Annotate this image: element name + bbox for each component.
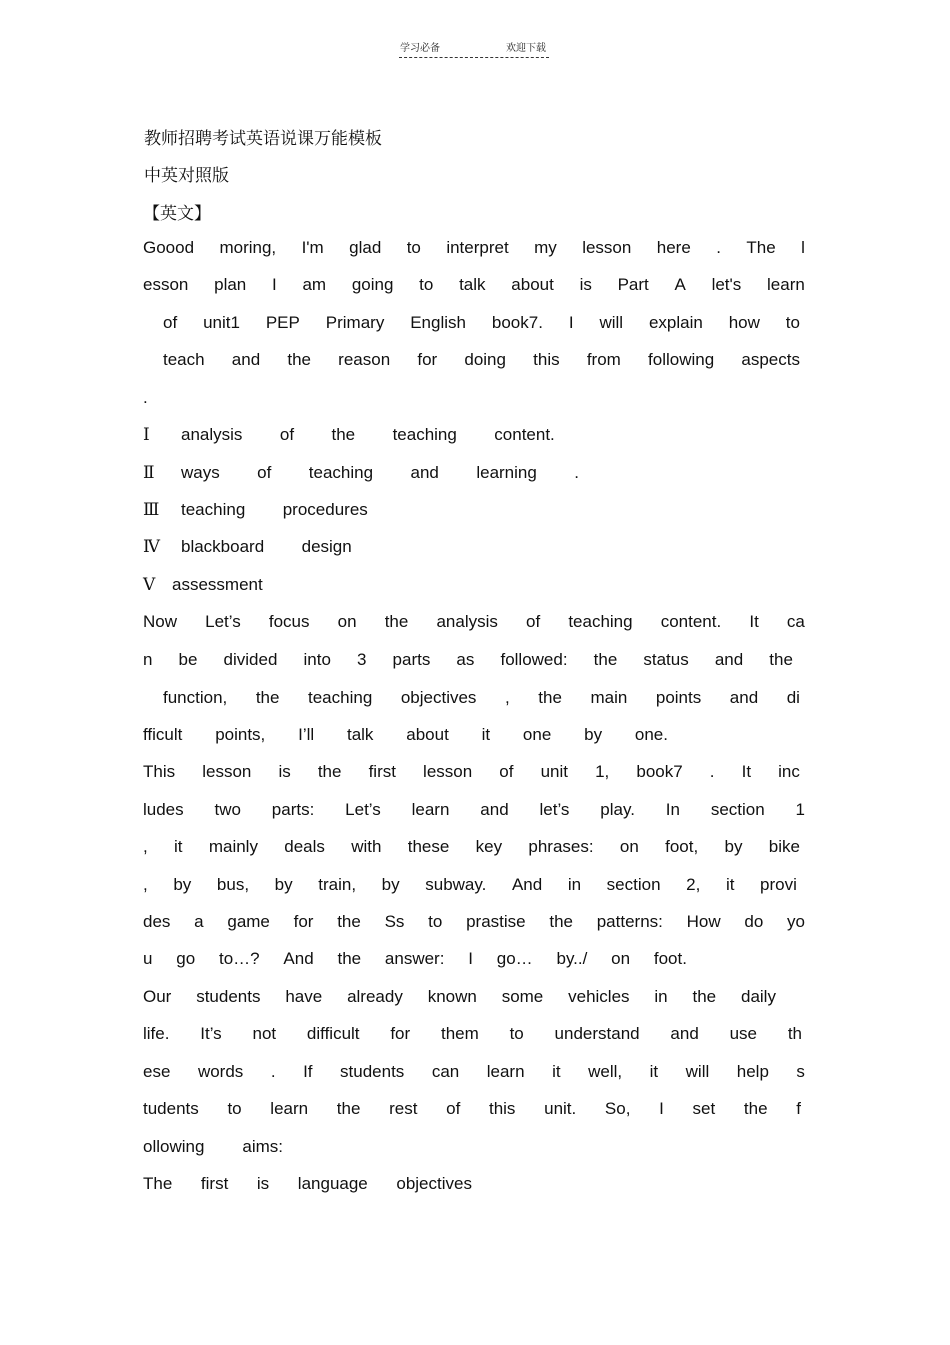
word: will: [599, 313, 624, 332]
word: So,: [604, 1099, 631, 1118]
word: subway.: [425, 875, 487, 894]
word: one: [522, 725, 552, 744]
outline-number: Ⅲ: [143, 500, 160, 520]
text-line: .: [143, 388, 148, 407]
text-line: [143, 912, 805, 932]
outline-item: [143, 575, 805, 595]
header-right-text: 欢迎下载: [506, 43, 546, 54]
document-title: 教师招聘考试英语说课万能模板: [144, 129, 382, 149]
word: the: [538, 688, 562, 707]
word: esson: [143, 275, 189, 294]
word: have: [285, 987, 323, 1006]
word: teach: [163, 350, 205, 369]
text-line: [143, 949, 687, 969]
word: lesson: [582, 238, 632, 257]
word: use: [729, 1024, 758, 1043]
text-line: [143, 612, 805, 632]
word: the: [593, 650, 618, 669]
word: by: [724, 837, 743, 856]
word: learn: [270, 1099, 309, 1118]
word: on: [337, 612, 357, 631]
word: talk: [346, 725, 374, 744]
word: bike: [768, 837, 800, 856]
word: tudents: [143, 1099, 199, 1118]
header-left-text: 学习必备: [400, 43, 440, 54]
word: unit1: [203, 313, 240, 332]
word: difficult: [306, 1024, 360, 1043]
text-line: [143, 1137, 283, 1157]
word: by../: [556, 949, 588, 968]
word: lesson: [423, 762, 473, 781]
word: do: [744, 912, 764, 931]
text-line: [163, 688, 800, 708]
word: of: [163, 313, 178, 332]
word: Our: [143, 987, 172, 1006]
text-line: [143, 650, 793, 670]
word: the: [743, 1099, 768, 1118]
outline-text: analysis of the teaching content.: [181, 425, 555, 444]
word: Part: [617, 275, 649, 294]
word: yo: [787, 912, 805, 931]
word: followed:: [500, 650, 568, 669]
word: game: [227, 912, 270, 931]
word: on: [619, 837, 639, 856]
word: the: [549, 912, 573, 931]
word: about: [406, 725, 449, 744]
word: is: [256, 1174, 270, 1193]
word: divided: [223, 650, 278, 669]
word: words: [197, 1062, 244, 1081]
word: Let’s: [345, 800, 381, 819]
word: points,: [215, 725, 266, 744]
word: the: [336, 1099, 361, 1118]
word: function,: [163, 688, 228, 707]
word: to: [785, 313, 800, 332]
word: the: [337, 912, 361, 931]
word: for: [417, 350, 438, 369]
word: ,: [504, 688, 510, 707]
word: language: [297, 1174, 368, 1193]
word: 2,: [686, 875, 701, 894]
word: and: [231, 350, 261, 369]
word: by: [584, 725, 603, 744]
word: phrases:: [528, 837, 594, 856]
word: Goood: [143, 238, 195, 257]
word: the: [337, 949, 362, 968]
word: .: [270, 1062, 276, 1081]
word: u: [143, 949, 153, 968]
word: rest: [389, 1099, 418, 1118]
word: it: [174, 837, 183, 856]
word: l: [801, 238, 805, 257]
outline-text: teaching procedures: [181, 500, 368, 519]
word: The: [746, 238, 776, 257]
outline-item: [143, 463, 805, 483]
word: daily: [741, 987, 776, 1006]
word: students: [196, 987, 261, 1006]
word: will: [685, 1062, 710, 1081]
word: .: [709, 762, 715, 781]
word: .: [716, 238, 721, 257]
word: of: [499, 762, 514, 781]
word: two: [214, 800, 241, 819]
word: fficult: [143, 725, 183, 744]
word: it: [481, 725, 491, 744]
word: is: [278, 762, 291, 781]
word: these: [407, 837, 450, 856]
word: can: [431, 1062, 460, 1081]
outline-number: Ⅳ: [143, 537, 160, 557]
word: be: [178, 650, 198, 669]
text-line: [143, 1174, 472, 1194]
word: learn: [767, 275, 805, 294]
word: of: [446, 1099, 461, 1118]
word: the: [692, 987, 717, 1006]
word: provi: [760, 875, 797, 894]
text-line: [143, 1024, 802, 1044]
word: talk: [459, 275, 486, 294]
word: 3: [357, 650, 367, 669]
word: it: [725, 875, 735, 894]
word: reason: [338, 350, 391, 369]
word: I: [468, 949, 473, 968]
text-line: [143, 762, 800, 782]
text-line: [143, 275, 805, 295]
word: section: [606, 875, 661, 894]
word: teaching: [568, 612, 633, 631]
outline-item: [143, 500, 805, 520]
word: I: [659, 1099, 664, 1118]
word: the: [287, 350, 311, 369]
word: th: [787, 1024, 802, 1043]
word: help: [736, 1062, 769, 1081]
word: prastise: [466, 912, 526, 931]
word: inc: [778, 762, 800, 781]
word: book7: [636, 762, 683, 781]
word: and: [480, 800, 509, 819]
word: n: [143, 650, 153, 669]
word: di: [786, 688, 800, 707]
word: lesson: [202, 762, 252, 781]
word: ese: [143, 1062, 171, 1081]
word: plan: [214, 275, 247, 294]
word: this: [488, 1099, 516, 1118]
word: go…: [496, 949, 533, 968]
word: s: [796, 1062, 805, 1081]
word: to: [419, 275, 434, 294]
word: the: [317, 762, 342, 781]
outline-item: [143, 537, 805, 557]
word: a: [194, 912, 204, 931]
word: am: [302, 275, 327, 294]
word: It: [749, 612, 759, 631]
word: 1,: [595, 762, 610, 781]
word: ca: [786, 612, 805, 631]
word: is: [579, 275, 592, 294]
word: explain: [648, 313, 703, 332]
word: to: [406, 238, 421, 257]
word: And: [511, 875, 543, 894]
word: mainly: [208, 837, 258, 856]
word: ,: [143, 875, 148, 894]
word: the: [384, 612, 409, 631]
word: analysis: [436, 612, 498, 631]
word: parts: [392, 650, 431, 669]
word: unit: [540, 762, 568, 781]
word: the: [769, 650, 793, 669]
word: content.: [660, 612, 722, 631]
word: In: [665, 800, 680, 819]
word: not: [252, 1024, 277, 1043]
word: ollowing: [143, 1137, 205, 1156]
word: students: [340, 1062, 405, 1081]
word: patterns:: [596, 912, 663, 931]
word: f: [796, 1099, 801, 1118]
word: status: [643, 650, 689, 669]
word: And: [283, 949, 314, 968]
word: aspects: [741, 350, 800, 369]
word: first: [368, 762, 396, 781]
text-line: [163, 350, 800, 370]
word: book7.: [491, 313, 543, 332]
word: foot,: [665, 837, 699, 856]
outline-text: blackboard design: [181, 537, 352, 556]
word: for: [390, 1024, 411, 1043]
word: This: [143, 762, 176, 781]
word: moring,: [219, 238, 277, 257]
word: of: [526, 612, 541, 631]
word: already: [347, 987, 403, 1006]
word: aims:: [242, 1137, 283, 1156]
word: it: [552, 1062, 561, 1081]
word: The: [143, 1174, 173, 1193]
word: them: [440, 1024, 479, 1043]
word: focus: [268, 612, 310, 631]
word: ,: [143, 837, 148, 856]
word: let's: [711, 275, 742, 294]
word: objectives: [396, 1174, 472, 1193]
word: answer:: [384, 949, 445, 968]
outline-item: [143, 425, 805, 445]
outline-text: ways of teaching and learning .: [181, 463, 579, 482]
word: known: [427, 987, 477, 1006]
word: first: [200, 1174, 229, 1193]
word: one.: [634, 725, 668, 744]
word: to: [428, 912, 443, 931]
word: PEP: [265, 313, 300, 332]
word: how: [728, 313, 760, 332]
word: as: [456, 650, 475, 669]
page-header: [399, 39, 549, 58]
word: let’s: [539, 800, 570, 819]
word: about: [511, 275, 554, 294]
word: interpret: [446, 238, 509, 257]
word: I: [271, 275, 277, 294]
word: by: [381, 875, 400, 894]
word: des: [143, 912, 171, 931]
text-line: [143, 238, 805, 258]
word: play.: [600, 800, 635, 819]
word: it: [649, 1062, 659, 1081]
word: go: [176, 949, 196, 968]
word: to: [227, 1099, 242, 1118]
text-line: [143, 800, 805, 820]
word: here: [656, 238, 691, 257]
word: going: [351, 275, 394, 294]
section-label: 【英文】: [143, 204, 211, 224]
word: by: [274, 875, 293, 894]
word: unit.: [544, 1099, 577, 1118]
word: following: [648, 350, 715, 369]
word: from: [586, 350, 621, 369]
word: main: [590, 688, 628, 707]
word: foot.: [653, 949, 687, 968]
word: life.: [143, 1024, 170, 1043]
word: I’ll: [298, 725, 315, 744]
word: glad: [349, 238, 382, 257]
word: set: [692, 1099, 716, 1118]
word: If: [303, 1062, 313, 1081]
word: parts:: [271, 800, 315, 819]
word: vehicles: [568, 987, 630, 1006]
word: deals: [284, 837, 325, 856]
word: English: [410, 313, 466, 332]
word: learn: [411, 800, 450, 819]
word: objectives: [400, 688, 477, 707]
word: this: [533, 350, 560, 369]
word: by: [173, 875, 192, 894]
word: some: [501, 987, 544, 1006]
word: I'm: [301, 238, 324, 257]
text-line: [143, 837, 800, 857]
word: points: [655, 688, 702, 707]
word: key: [475, 837, 503, 856]
outline-text: assessment: [172, 575, 263, 594]
document-subtitle: 中英对照版: [144, 166, 229, 186]
word: and: [729, 688, 759, 707]
word: Ss: [384, 912, 405, 931]
word: A: [674, 275, 686, 294]
text-line: [143, 987, 776, 1007]
word: Primary: [325, 313, 385, 332]
word: well,: [588, 1062, 623, 1081]
word: learn: [486, 1062, 525, 1081]
text-line: [143, 725, 668, 745]
word: the: [255, 688, 280, 707]
word: 1: [795, 800, 805, 819]
outline-number: Ⅰ: [143, 425, 150, 445]
outline-number: Ⅱ: [143, 463, 155, 483]
word: in: [654, 987, 668, 1006]
text-line: [163, 313, 800, 333]
word: I: [568, 313, 574, 332]
word: How: [686, 912, 721, 931]
word: and: [670, 1024, 699, 1043]
text-line: [143, 1099, 801, 1119]
word: bus,: [216, 875, 250, 894]
word: understand: [554, 1024, 640, 1043]
word: for: [293, 912, 314, 931]
text-line: [143, 875, 797, 895]
word: doing: [464, 350, 506, 369]
outline-number: V: [143, 575, 156, 595]
word: teaching: [308, 688, 373, 707]
word: It’s: [200, 1024, 222, 1043]
word: into: [303, 650, 331, 669]
word: Let’s: [205, 612, 241, 631]
word: Now: [143, 612, 178, 631]
word: and: [714, 650, 744, 669]
word: to…?: [218, 949, 260, 968]
word: It: [741, 762, 752, 781]
word: to: [509, 1024, 524, 1043]
word: on: [611, 949, 631, 968]
word: section: [710, 800, 765, 819]
word: with: [351, 837, 382, 856]
text-line: [143, 1062, 805, 1082]
word: ludes: [143, 800, 184, 819]
word: my: [534, 238, 557, 257]
word: train,: [318, 875, 357, 894]
word: in: [567, 875, 582, 894]
